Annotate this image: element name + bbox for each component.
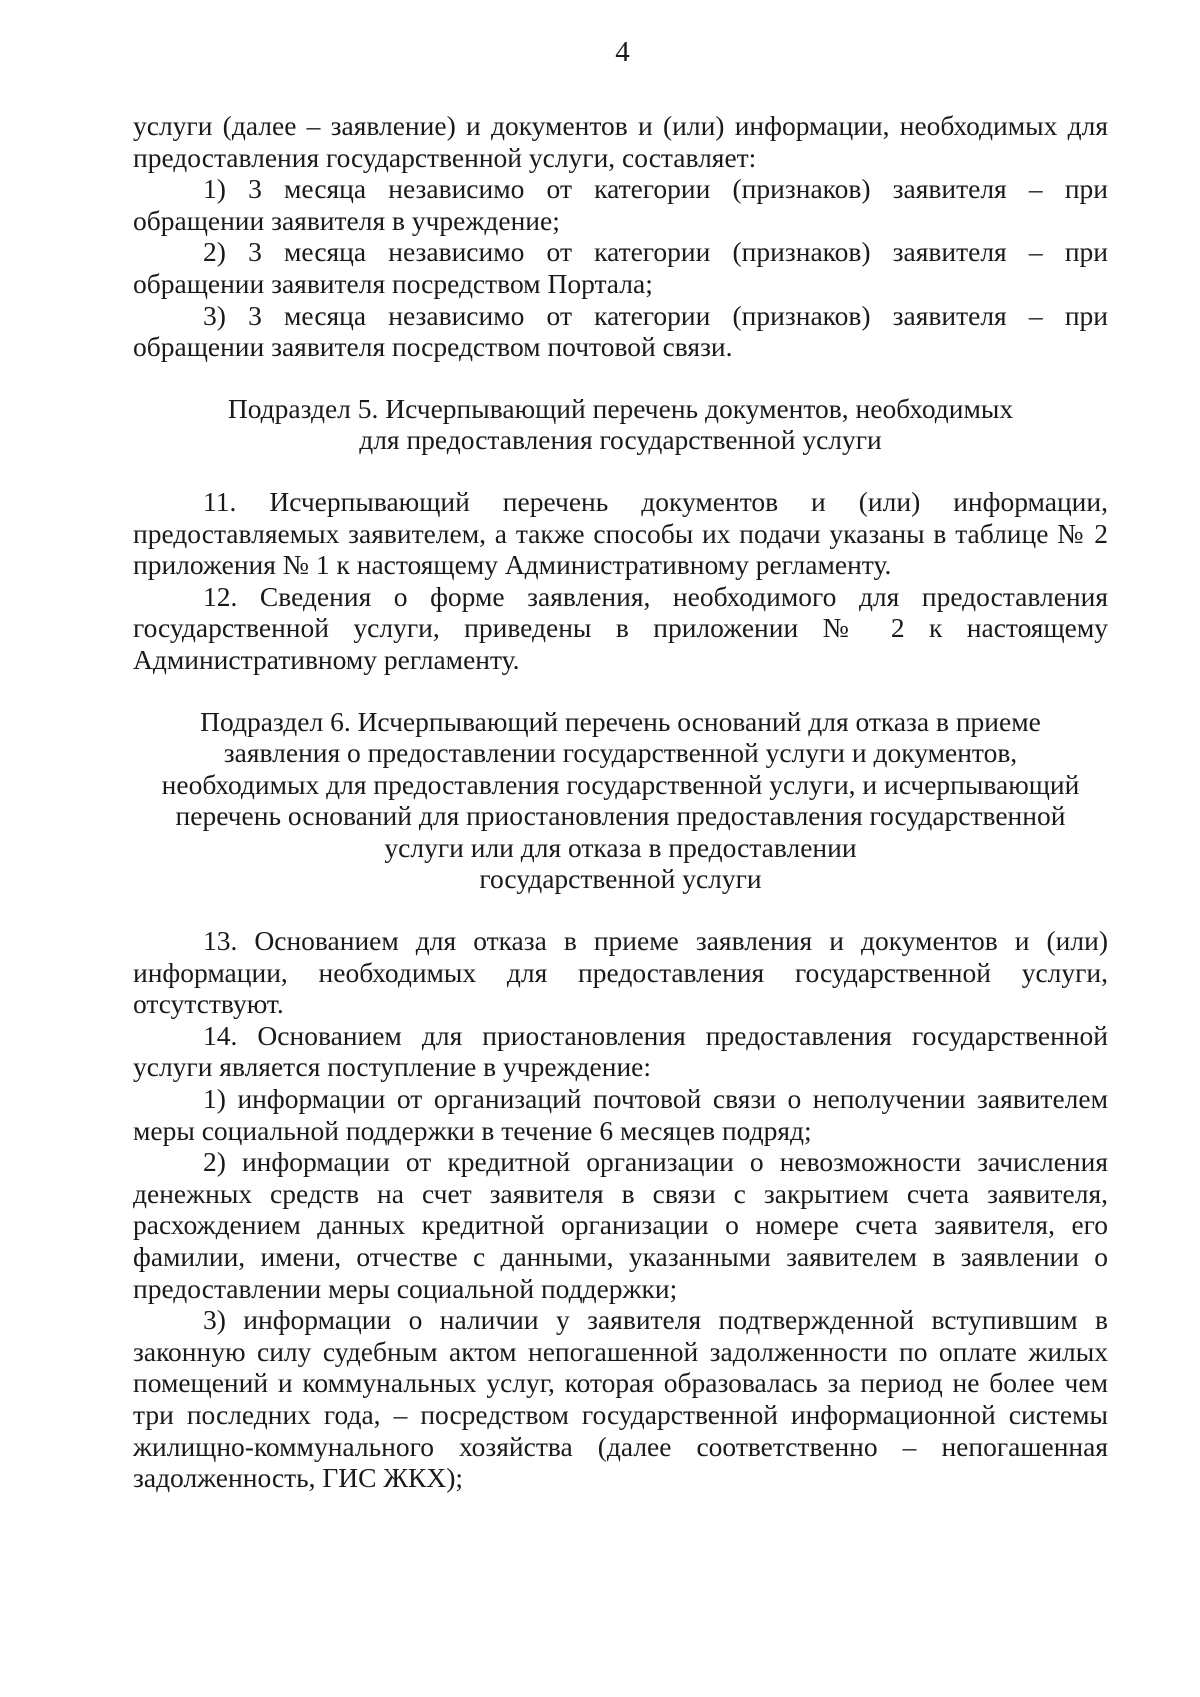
subsection-5-heading-line: Подраздел 5. Исчерпывающий перечень документов, необходимых [227,392,1014,424]
paragraph-11: 11. Исчерпывающий перечень документов и (или) информации, предоставляемых заявителем, а также способы их подачи указаны в таблице № 2 приложения № 1 к настоящему Административному регламенту. [133,485,1108,581]
subsection-6-heading-line: государственной услуги [479,863,762,895]
subsection-5-heading [133,393,1108,456]
page-number: 4 [615,36,630,68]
paragraph-14-item-1: 1) информации от организаций почтовой связи о неполучении заявителем меры социальной поддержки в течение 6 месяцев подряд; [133,1083,1108,1146]
subsection-6-heading-line: заявления о предоставлении государственной услуги и документов, [223,737,1018,769]
list-item-1: 1) 3 месяца независимо от категории (признаков) заявителя – при обращении заявителя в учреждение; [133,173,1108,236]
paragraph-13: 13. Основанием для отказа в приеме заявления и документов и (или) информации, необходимых для предоставления государственной услуги, отсутствуют. [133,925,1108,1020]
paragraph-14-item-3: 3) информации о наличии у заявителя подтвержденной вступившим в законную силу судебным актом непогашенной задолженности по оплате жилых помещений и коммунальных услуг, которая образовалась за период не более чем три последних года, – посредством государственной информационной системы жилищно-коммунального хозяйства (далее соответственно – непогашенная задолженность, ГИС ЖКХ); [133,1304,1108,1494]
subsection-6-heading-line: Подраздел 6. Исчерпывающий перечень оснований для отказа в приеме [200,705,1041,737]
paragraph-14-item-2: 2) информации от кредитной организации о невозможности зачисления денежных средств на счет заявителя в связи с закрытием счета заявителя, расхождением данных кредитной организации о номере счета заявителя, его фамилии, имени, отчестве с данными, указанными заявителем в заявлении о предоставлении меры социальной поддержки; [133,1146,1108,1304]
paragraph-14: 14. Основанием для приостановления предоставления государственной услуги является поступление в учреждение: [133,1019,1108,1083]
subsection-6-heading-line: перечень оснований для приостановления предоставления государственной [175,800,1066,832]
subsection-6-heading-line: услуги или для отказа в предоставлении [384,831,857,863]
paragraph-12: 12. Сведения о форме заявления, необходимого для предоставления государственной услуги, приведены в приложении № 2 к настоящему Административному регламенту. [133,580,1108,675]
subsection-6-heading [133,706,1108,896]
list-item-3: 3) 3 месяца независимо от категории (признаков) заявителя – при обращении заявителя посредством почтовой связи. [133,299,1108,363]
subsection-5-heading-line: для предоставления государственной услуги [359,424,882,456]
list-item-2: 2) 3 месяца независимо от категории (признаков) заявителя – при обращении заявителя посредством Портала; [133,236,1108,299]
document-body [133,110,1108,1494]
paragraph-continuation: услуги (далее – заявление) и документов и (или) информации, необходимых для предоставления государственной услуги, составляет: [133,110,1108,173]
subsection-6-heading-line: необходимых для предоставления государственной услуги, и исчерпывающий [161,768,1080,800]
